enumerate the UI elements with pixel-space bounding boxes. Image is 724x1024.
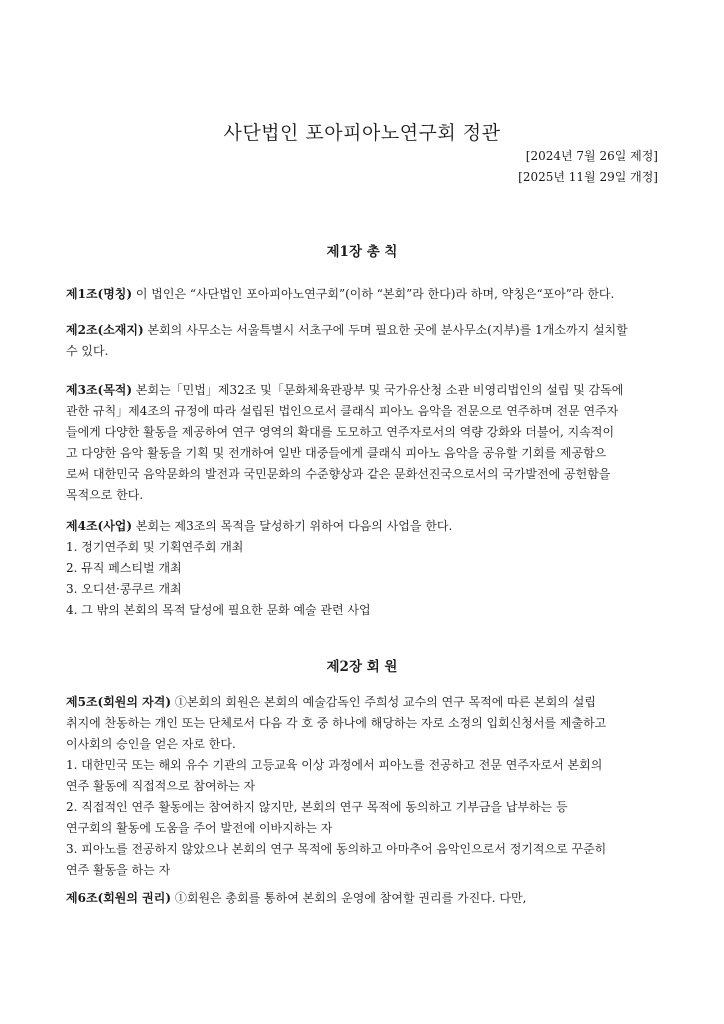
article-3-head: 제3조(목적) [66,383,133,397]
article-4-item: 2. 뮤직 페스티벌 개최 [66,561,182,575]
article-5-item-cont: 연구회의 활동에 도움을 주어 발전에 이바지하는 자 [66,821,333,835]
article-3-text-line: 관한 규칙」제4조의 규정에 따라 설립된 법인으로서 클래식 피아노 음악을 전문으로 연주하며 전문 연주자 [66,404,619,418]
article-4-text-line: 본회는 제3조의 목적을 달성하기 위하여 다음의 사업을 한다. [132,519,453,533]
article-2-head: 제2조(소재지) [66,323,144,337]
article-1-head: 제1조(명칭) [66,287,133,301]
article-5-item-cont: 연주 활동을 하는 자 [66,863,171,877]
article-2-text-line: 본회의 사무소는 서울특별시 서초구에 두며 필요한 곳에 분사무소(지부)를 1개소까지 설치할 [143,323,628,337]
document-title: 사단법인 포아피아노연구회 정관 [223,122,501,144]
article-3-text-line: 목적으로 한다. [66,488,144,502]
article-5-item: 1. 대한민국 또는 해외 유수 기관의 고등교육 이상 과정에서 피아노를 전공하고 전문 연주자로서 본회의 [66,758,603,772]
article-5-item: 3. 피아노를 전공하지 않았으나 본회의 연구 목적에 동의하고 아마추어 음악인으로서 정기적으로 꾸준히 [66,842,607,856]
article-4-item: 3. 오디션·콩쿠르 개최 [66,582,182,596]
article-1 [66,284,666,305]
article-6-head: 제6조(회원의 권리) [66,891,172,905]
revision-date: [2025년 11월 29일 개정] [518,170,658,184]
article-5-text-line: 이사회의 승인을 얻은 자로 한다. [66,737,236,751]
article-4-item: 1. 정기연주회 및 기획연주회 개최 [66,540,244,554]
article-4-head: 제4조(사업) [66,519,133,533]
article-3-text-line: 들에게 다양한 활동을 제공하여 연구 영역의 확대를 도모하고 연주자로서의 역량 강화와 더불어, 지속적이 [66,425,615,439]
article-4 [66,516,666,621]
revision-dates [518,146,658,188]
article-6 [66,888,666,909]
article-3-text-line: 로써 대한민국 음악문화의 발전과 국민문화의 수준향상과 같은 문화선진국으로서의 국가발전에 공헌함을 [66,467,611,481]
article-5-text-line: 취지에 찬동하는 개인 또는 단체로서 다음 각 호 중 하나에 해당하는 자로 소정의 입회신청서를 제출하고 [66,716,607,730]
article-5-text-line: ①본회의 회원은 본회의 예술감독인 주희성 교수의 연구 목적에 따른 본회의 설립 [171,695,596,709]
article-2-text-line: 수 있다. [66,344,109,358]
article-2 [66,320,666,362]
article-4-item: 4. 그 밖의 본회의 목적 달성에 필요한 문화 예술 관련 사업 [66,603,371,617]
article-5-head: 제5조(회원의 자격) [66,695,172,709]
article-1-text: 이 법인은 “사단법인 포아피아노연구회”(이하 “본회”라 한다)라 하며, 약칭은“포아”라 한다. [132,287,615,301]
enactment-date: [2024년 7월 26일 제정] [525,149,658,163]
article-5-item: 2. 직접적인 연주 활동에는 참여하지 않지만, 본회의 연구 목적에 동의하고 기부금을 납부하는 등 [66,800,568,814]
article-3-text-line: 고 다양한 음악 활동을 기획 및 전개하여 일반 대중들에게 클래식 피아노 음악을 공유할 기회를 제공함으 [66,446,607,460]
article-6-text-line: ①회원은 총회를 통하여 본회의 운영에 참여할 권리를 가진다. 다만, [171,891,527,905]
article-3 [66,380,666,506]
article-5 [66,692,666,881]
article-5-item-cont: 연주 활동에 직접적으로 참여하는 자 [66,779,256,793]
chapter-2-heading: 제2장 회 원 [326,659,398,675]
chapter-1-heading: 제1장 총 칙 [326,244,398,260]
article-3-text-line: 본회는「민법」제32조 및「문화체육관광부 및 국가유산청 소관 비영리법인의 설립 및 감독에 [132,383,624,397]
